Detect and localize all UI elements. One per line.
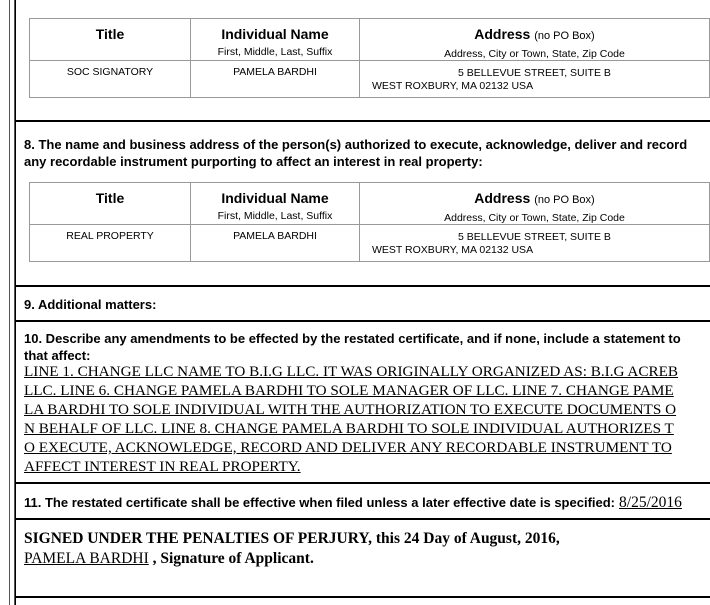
answer-line: AFFECT INTEREST IN REAL PROPERTY. [24, 458, 301, 475]
row-address: 5 BELLEVUE STREET, SUITE B WEST ROXBURY, MA 02132 USA [360, 225, 710, 262]
section-divider [16, 482, 710, 484]
section8-table [29, 182, 710, 262]
answer-line: LLC. LINE 6. CHANGE PAMELA BARDHI TO SOLE MANAGER OF LLC. LINE 7. CHANGE PAME [24, 382, 674, 399]
section8-question: 8. The name and business address of the person(s) authorized to execute, acknowledge, deliver and record any recordable instrument purporting to affect an interest in real property: [24, 137, 688, 169]
row-name: PAMELA BARDHI [191, 225, 360, 262]
section11-label: 11. The restated certificate shall be effective when filed unless a later effective date is specified: [24, 495, 616, 510]
signature-statement: SIGNED UNDER THE PENALTIES OF PERJURY, this 24 Day of August, 2016, [24, 530, 560, 547]
header-individual-name: Individual Name First, Middle, Last, Suffix [191, 19, 360, 61]
section7-table [29, 18, 710, 98]
section-divider [16, 518, 710, 520]
header-address: Address (no PO Box) Address, City or Town, State, Zip Code [360, 19, 710, 61]
signature-suffix: , Signature of Applicant. [148, 550, 314, 567]
header-address: Address (no PO Box) Address, City or Town, State, Zip Code [360, 183, 710, 225]
table-header-row [30, 19, 710, 61]
signature-block [24, 529, 708, 569]
section10-answer [24, 362, 708, 476]
header-individual-name: Individual Name First, Middle, Last, Suffix [191, 183, 360, 225]
effective-date: 8/25/2016 [619, 494, 682, 511]
answer-line: O EXECUTE, ACKNOWLEDGE, RECORD AND DELIVER ANY RECORDABLE INSTRUMENT TO [24, 439, 672, 456]
table-row [30, 225, 710, 262]
row-address: 5 BELLEVUE STREET, SUITE B WEST ROXBURY, MA 02132 USA [360, 61, 710, 98]
row-title: SOC SIGNATORY [30, 61, 191, 98]
form-content [15, 0, 710, 605]
header-title: Title [30, 19, 191, 61]
answer-line: LA BARDHI TO SOLE INDIVIDUAL WITH THE AUTHORIZATION TO EXECUTE DOCUMENTS O [24, 401, 677, 418]
section-divider [16, 596, 710, 598]
table-header-row [30, 183, 710, 225]
section11-row [24, 494, 708, 511]
answer-line: LINE 1. CHANGE LLC NAME TO B.I.G LLC. IT WAS ORIGINALLY ORGANIZED AS: B.I.G ACREB [24, 363, 679, 380]
header-title: Title [30, 183, 191, 225]
section9-label: 9. Additional matters: [24, 297, 157, 312]
row-title: REAL PROPERTY [30, 225, 191, 262]
left-rail-outer [9, 0, 10, 605]
signer-name: PAMELA BARDHI [24, 550, 149, 567]
section-divider [16, 285, 710, 287]
answer-line: N BEHALF OF LLC. LINE 8. CHANGE PAMELA BARDHI TO SOLE INDIVIDUAL AUTHORIZES T [24, 420, 674, 437]
section-divider [16, 320, 710, 322]
table-row [30, 61, 710, 98]
section10-question: 10. Describe any amendments to be effected by the restated certificate, and if none, include a statement to that affect: [24, 331, 681, 363]
section-divider [16, 120, 710, 122]
row-name: PAMELA BARDHI [191, 61, 360, 98]
